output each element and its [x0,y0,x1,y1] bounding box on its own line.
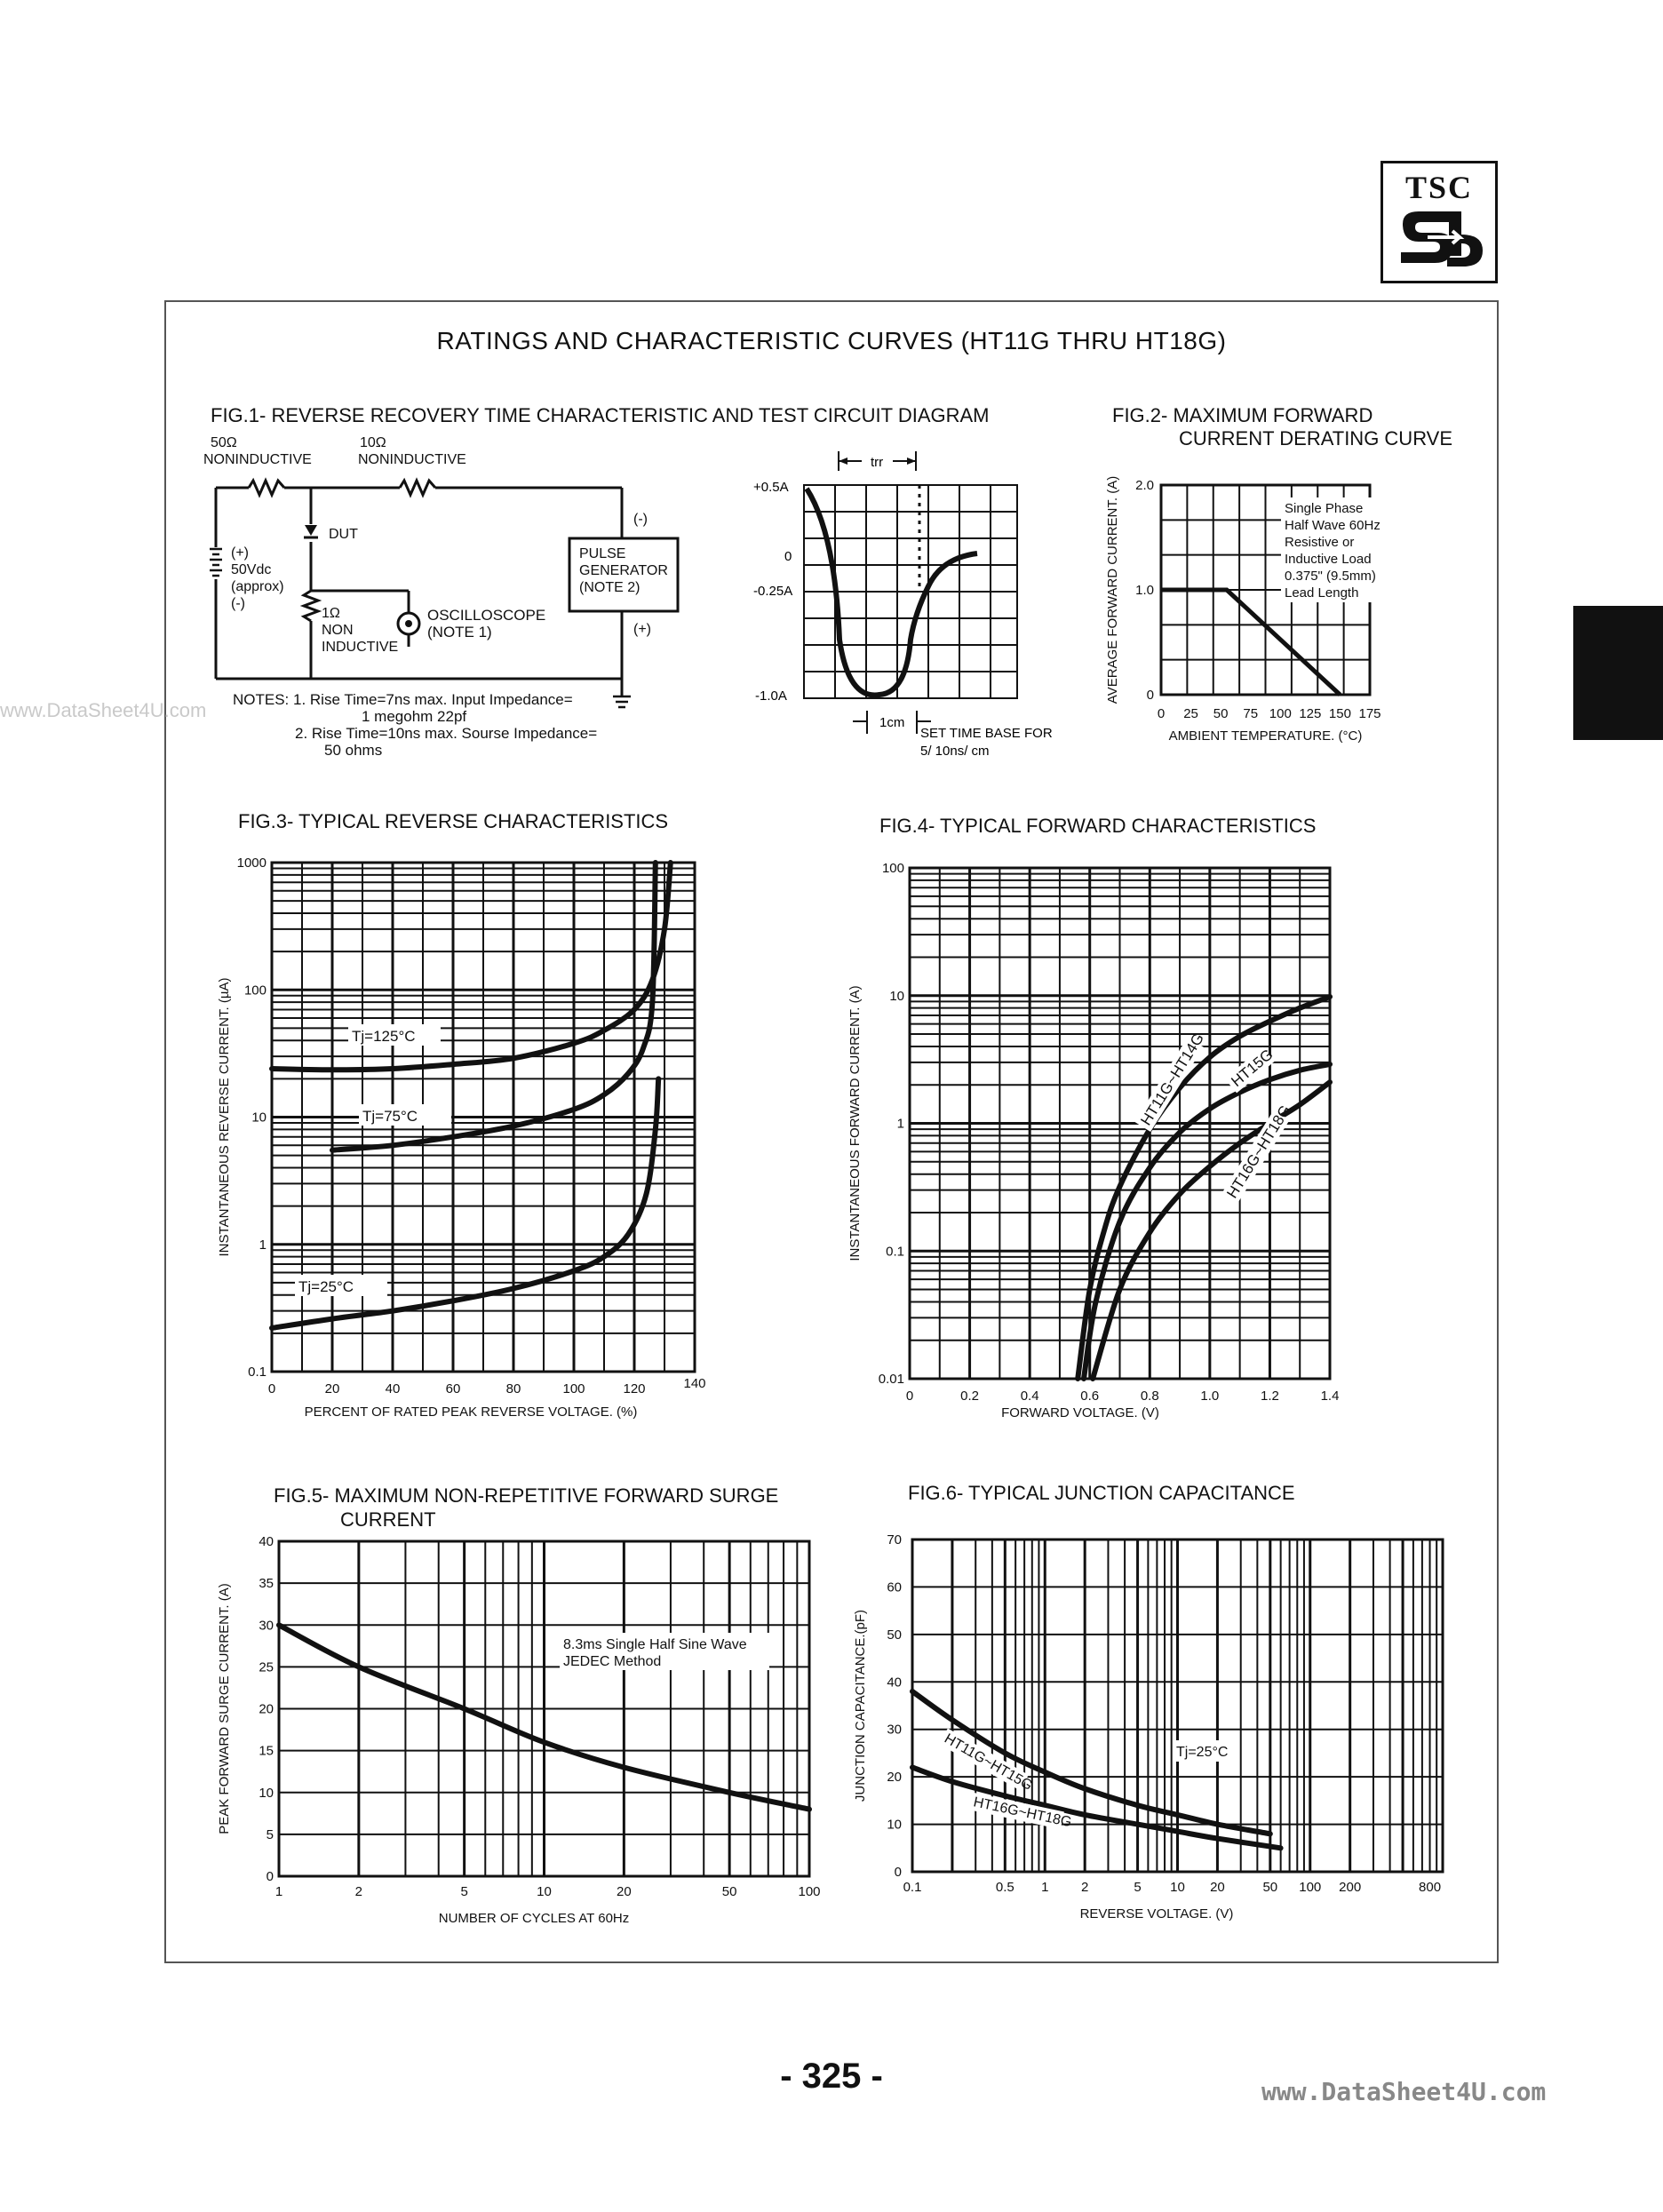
fig4-y-label: INSTANTANEOUS FORWARD CURRENT. (A) [847,985,863,1261]
fig4-series-label-2 [1221,1102,1294,1205]
fig4-series-label-text-0: HT11G~HT14G [1137,1030,1208,1129]
fig1-r1-type: NONINDUCTIVE [203,452,312,467]
fig6-y-tick: 40 [887,1675,902,1691]
fig5-annotation-line-0: 8.3ms Single Half Sine Wave [563,1637,747,1652]
fig6-x-tick: 2 [1081,1880,1089,1895]
fig2-annotation-line-3: Inductive Load [1285,552,1372,567]
fig4-x-tick: 1.0 [1200,1388,1220,1404]
fig3-series-label-2-line-0: Tj=25°C [298,1278,354,1295]
fig6-x-tick: 20 [1210,1880,1225,1895]
fig4-x-tick: 1.2 [1260,1388,1279,1404]
fig1-r2-type: NONINDUCTIVE [358,452,466,467]
fig1-r2-value: 10Ω [360,435,386,450]
fig2-annotation-line-5: Lead Length [1285,585,1359,601]
fig3-y-tick: 100 [243,983,267,999]
fig6-series-1 [912,1768,1281,1849]
fig6-caption: FIG.6- TYPICAL JUNCTION CAPACITANCE [908,1482,1295,1504]
fig3-x-tick: 60 [445,1381,461,1396]
fig6-x-tick: 200 [1339,1880,1362,1895]
fig4-x-tick: 0.8 [1140,1388,1159,1404]
fig4-x-label: FORWARD VOLTAGE. (V) [1001,1405,1159,1420]
fig5-y-tick: 35 [259,1576,274,1592]
fig6-x-tick: 1 [1041,1880,1049,1895]
fig6-y-label: JUNCTION CAPACITANCE.(pF) [853,1609,868,1802]
fig2-x-tick: 175 [1358,706,1381,721]
fig5-x-tick: 10 [537,1884,552,1899]
fig1-plus-label: (+) [633,622,651,637]
fig6-y-tick: 50 [887,1627,902,1643]
fig5-y-tick: 15 [259,1743,274,1759]
watermark-right: www.DataSheet4U.com [1261,2077,1547,2106]
fig6-y-tick: 10 [887,1817,902,1833]
fig6-x-tick: 800 [1419,1880,1442,1895]
fig4-y-tick: 100 [881,861,904,876]
fig2-x-tick: 25 [1183,706,1198,721]
fig6-y-tick: 20 [887,1770,902,1786]
fig2-x-tick: 125 [1299,706,1322,721]
fig1-notes: NOTES: 1. Rise Time=7ns max. Input Impedance= 1 megohm 22pf 2. Rise Time=10ns max. Sourse Impedance= 50 ohms [233,691,598,759]
fig2-x-label: AMBIENT TEMPERATURE. (°C) [1168,728,1363,744]
fig6-x-label: REVERSE VOLTAGE. (V) [1079,1906,1234,1922]
fig1-r1-value: 50Ω [211,435,237,450]
fig5-caption-line2: CURRENT [340,1508,436,1531]
fig1-dut-label: DUT [329,527,358,542]
fig5-x-label: NUMBER OF CYCLES AT 60Hz [438,1911,630,1926]
fig3-x-tick: 140 [683,1376,706,1391]
fig4-series-2 [1093,1082,1330,1379]
fig5-annotation-line-1: JEDEC Method [563,1654,662,1669]
fig6-x-tick: 10 [1170,1880,1185,1895]
fig4-series-0 [1078,997,1330,1379]
fig5-x-tick: 50 [721,1884,737,1899]
fig2-y-label: AVERAGE FORWARD CURRENT. (A) [1105,475,1120,704]
fig3-x-label: PERCENT OF RATED PEAK REVERSE VOLTAGE. (%) [304,1404,638,1420]
fig4-caption: FIG.4- TYPICAL FORWARD CHARACTERISTICS [879,815,1317,837]
page-number: - 325 - [780,2057,883,2096]
fig3-series-label-0-line-0: Tj=125°C [352,1028,416,1045]
fig1-timebase-1: SET TIME BASE FOR [920,726,1053,741]
fig2-y-tick: 1.0 [1135,583,1154,598]
fig3-caption: FIG.3- TYPICAL REVERSE CHARACTERISTICS [238,810,669,832]
fig6-series-label-text-0: HT11G~HT15G [942,1731,1035,1794]
fig5-y-tick: 40 [259,1534,274,1549]
fig1-source-label: (+) 50Vdc (approx) (-) [231,545,284,611]
fig5-y-tick: 10 [259,1785,274,1801]
fig3-x-tick: 20 [324,1381,340,1396]
fig5-x-tick: 1 [275,1884,283,1899]
fig5-caption-line1: FIG.5- MAXIMUM NON-REPETITIVE FORWARD SURGE [274,1484,779,1507]
fig1-trr: trr [871,455,884,470]
fig1-m10: -1.0A [755,688,787,704]
fig3-x-tick: 80 [505,1381,521,1396]
fig5-y-tick: 25 [259,1659,274,1675]
fig6-x-tick: 50 [1262,1880,1278,1895]
fig4-x-tick: 0.4 [1020,1388,1039,1404]
fig6-x-tick: 100 [1299,1880,1322,1895]
fig4-y-tick: 10 [889,988,904,1004]
fig6-annotation-line-0: Tj=25°C [1176,1745,1229,1760]
fig5-x-tick: 100 [798,1884,821,1899]
fig4-series-label-text-2: HT16G~HT18G [1223,1102,1294,1202]
fig3-y-tick: 0.1 [248,1365,267,1380]
fig5-y-tick: 5 [266,1826,274,1842]
fig2-y-tick: 0 [1146,688,1154,703]
fig4-x-tick: 0 [905,1388,914,1404]
fig1-zero: 0 [784,549,792,564]
fig2-x-tick: 100 [1269,706,1292,721]
fig6-y-tick: 0 [894,1865,902,1880]
fig4-y-tick: 0.1 [886,1244,904,1260]
fig2-x-tick: 150 [1328,706,1351,721]
fig3-y-tick: 1 [259,1237,267,1253]
fig6-series-label-text-1: HT16G~HT18G [972,1794,1073,1831]
fig2-annotation-line-1: Half Wave 60Hz [1285,518,1381,533]
fig3-x-tick: 100 [562,1381,585,1396]
fig3-y-label: INSTANTANEOUS REVERSE CURRENT. (µA) [217,977,232,1257]
fig2-caption-line2: CURRENT DERATING CURVE [1179,427,1453,450]
fig2-x-tick: 50 [1213,706,1229,721]
fig4-y-tick: 1 [896,1116,904,1132]
fig1-caption: FIG.1- REVERSE RECOVERY TIME CHARACTERISTIC AND TEST CIRCUIT DIAGRAM [211,404,990,426]
fig1-m025: -0.25A [753,584,793,599]
fig1-minus-label: (-) [633,512,648,527]
fig1-scope-label: OSCILLOSCOPE (NOTE 1) [427,607,546,641]
fig6-x-tick: 0.5 [995,1880,1015,1895]
fig5-y-tick: 0 [266,1869,274,1884]
fig2-y-tick: 2.0 [1135,478,1154,493]
fig3-x-tick: 120 [623,1381,646,1396]
fig3-y-tick: 1000 [236,855,267,871]
fig4-y-tick: 0.01 [878,1372,904,1387]
fig6-y-tick: 30 [887,1722,902,1738]
fig4-x-tick: 0.2 [960,1388,980,1404]
fig2-caption-line1: FIG.2- MAXIMUM FORWARD [1112,404,1373,426]
fig5-x-tick: 20 [617,1884,632,1899]
watermark-left: www.DataSheet4U.com [0,699,207,721]
fig3-y-tick: 10 [251,1110,267,1126]
fig4-x-tick: 0.6 [1080,1388,1100,1404]
fig5-y-label: PEAK FORWARD SURGE CURRENT. (A) [217,1583,232,1834]
fig6-x-tick: 5 [1134,1880,1142,1895]
fig2-annotation-line-0: Single Phase [1285,501,1364,516]
logo-text: TSC [1404,170,1474,205]
fig5-y-tick: 30 [259,1618,274,1634]
fig1-p05: +0.5A [753,480,789,495]
fig2-x-tick: 0 [1157,706,1166,721]
fig3-x-tick: 40 [385,1381,401,1396]
fig4-series-label-text-1: HT15G [1228,1046,1277,1091]
fig4-x-tick: 1.4 [1320,1388,1340,1404]
fig2-annotation-line-4: 0.375" (9.5mm) [1285,569,1376,584]
fig5-x-tick: 5 [460,1884,468,1899]
fig1-r3-label: 1Ω NON INDUCTIVE [322,606,399,655]
fig6-y-tick: 60 [887,1579,902,1595]
fig5-x-tick: 2 [354,1884,363,1899]
fig6-y-tick: 70 [887,1532,902,1548]
fig1-timebase-2: 5/ 10ns/ cm [920,744,990,759]
fig3-x-tick: 0 [267,1381,276,1396]
fig5-y-tick: 20 [259,1701,274,1717]
fig1-pulse-label: PULSE GENERATOR (NOTE 2) [579,546,668,595]
fig3-series-label-1-line-0: Tj=75°C [362,1108,418,1125]
page-title: RATINGS AND CHARACTERISTIC CURVES (HT11G THRU HT18G) [436,327,1227,354]
fig6-x-tick: 0.1 [903,1880,922,1895]
fig1-cm: 1cm [879,715,905,730]
fig2-x-tick: 75 [1243,706,1259,721]
fig2-annotation-line-2: Resistive or [1285,535,1355,550]
